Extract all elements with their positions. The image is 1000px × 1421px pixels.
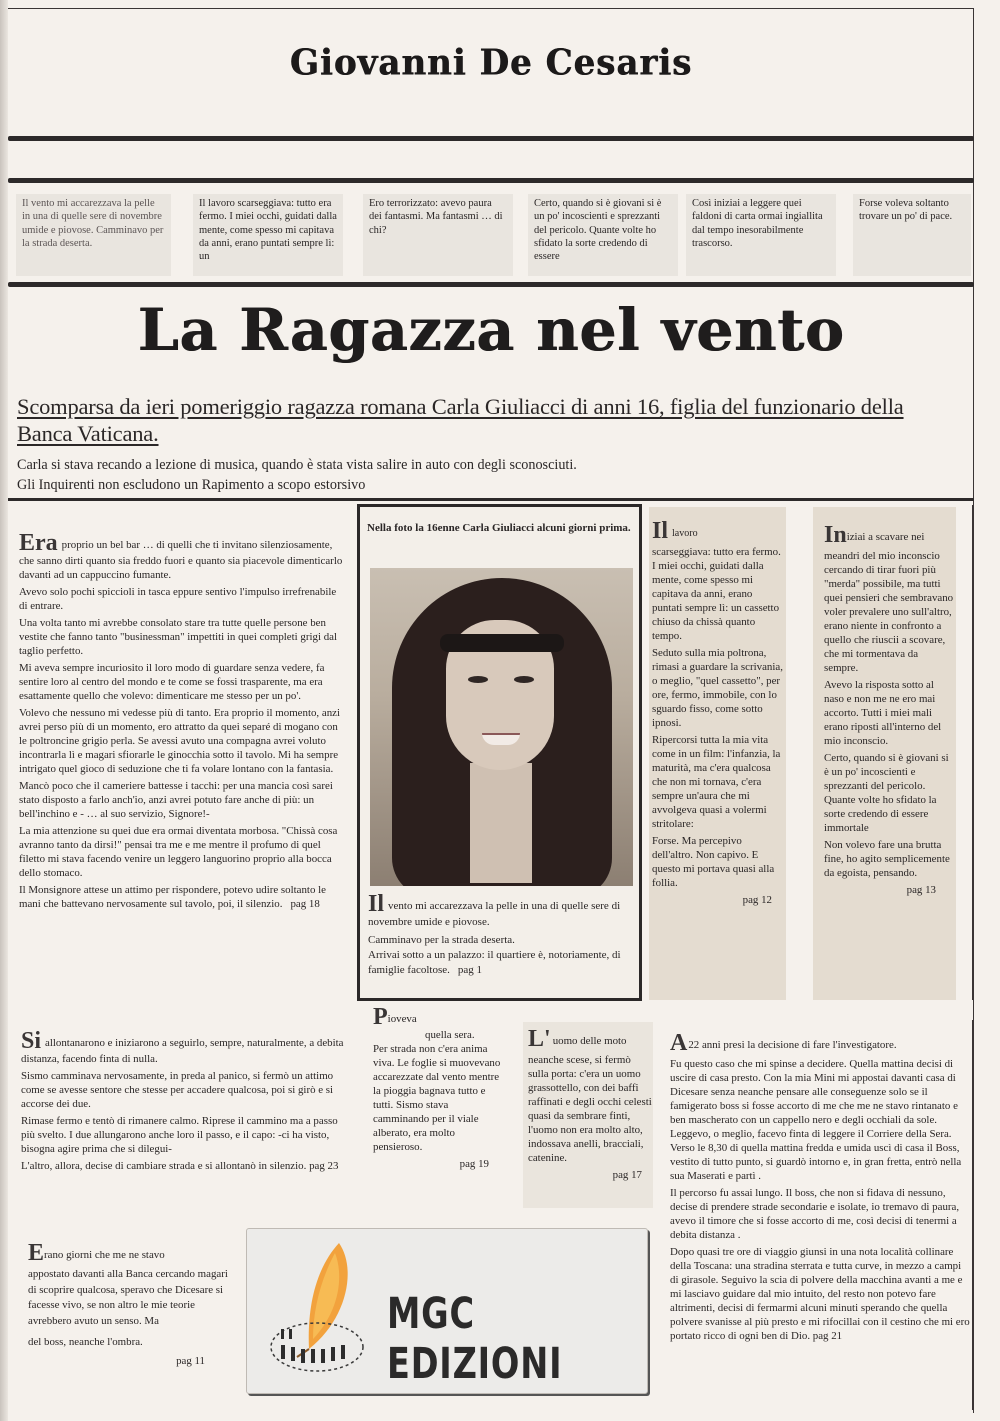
publisher-logo bbox=[246, 1228, 648, 1394]
article-text: vento mi accarezzava la pelle in una di quelle sere di novembre umide e piovose. bbox=[368, 900, 621, 928]
headband bbox=[440, 634, 564, 652]
teaser-row bbox=[8, 190, 974, 280]
article-text: appostato davanti alla Banca cercando magari di scoprire qualcosa, speravo che Dicesare si facesse vivo, se non altro le mie teorie avrebbero avuto un senso. Ma bbox=[28, 1268, 228, 1327]
drop-cap: A bbox=[670, 1030, 688, 1056]
drop-cap: Il bbox=[652, 518, 669, 544]
drop-cap: L' bbox=[528, 1026, 551, 1052]
drop-cap: Era bbox=[19, 530, 58, 556]
divider bbox=[8, 136, 974, 141]
article-text: Fu questo caso che mi spinse a decidere. Quella mattina decisi di uscire di casa presto. Con la mia Mini mi appostai davanti casa di Dicesare senza neanche pensare alle conseguenze solo se il famigerato boss si fosse accorto di me che me ne stavo rintanato e ben mascherato con un cappello nero e degli occhiali da sole. Leggevo, o meglio, facevo finta di leggere il Corriere della Sera. Verso le 8,30 di quella mattina fredda e umida uscì di casa il Boss, vestito di tutto punto, si guardò intorno e, in gran fretta, entrò nella sua Maserati e partì . bbox=[670, 1058, 962, 1182]
scan-edge bbox=[0, 0, 8, 1421]
article-text: Mi aveva sempre incuriosito il loro modo di guardare senza vedere, fa sentire loro al centro del mondo e te come se fossi trasparente, ma era esattamente quello che volevo: dimenticare me stesso per un po'. bbox=[19, 662, 325, 702]
subheadline: Scomparsa da ieri pomeriggio ragazza romana Carla Giuliacci di anni 16, figlia del funzionario della Banca Vaticana. bbox=[17, 394, 904, 446]
article-text: scarseggiava: tutto era fermo. I miei occhi, guidati dalla mente, come spesso mi capitava da anni, erano puntati sempre lì: un cassetto chiuso da chissà quanto tempo. bbox=[652, 546, 781, 642]
teaser: Il vento mi accarezzava la pelle in una di quelle sere di novembre umide e piovose. Camminavo per la strada deserta. bbox=[16, 194, 171, 276]
article-text: del boss, neanche l'ombra. bbox=[28, 1336, 143, 1348]
smile bbox=[482, 733, 520, 745]
drop-cap: P bbox=[373, 1004, 388, 1030]
page-ref: pag 18 bbox=[290, 898, 320, 910]
lead-paragraph bbox=[17, 455, 937, 495]
eye bbox=[468, 676, 488, 683]
masthead bbox=[8, 10, 974, 138]
lead-line: Carla si stava recando a lezione di musica, quando è stata vista salire in auto con degli sconosciuti. bbox=[17, 457, 577, 473]
article-text: iziai a scavare nei bbox=[846, 531, 925, 543]
article-pioveva bbox=[373, 1006, 503, 1174]
article-text: Dopo quasi tre ore di viaggio giunsi in una nota località collinare della Toscana: una stradina sterrata e tutta curve, in mezzo a campi di girasole. Seguivo la scia di polvere della macchina avanti a me e mi lasciavo guidare dal mio intuito, del resto non potevo fare altrimenti, decisi di fermarmi alcuni minuti sperando che quella polvere svanisse al più presto e mi rifocillai con il cestino che mi ero portato ricco di ogni ben di Dio. bbox=[670, 1246, 970, 1342]
article-text: Una volta tanto mi avrebbe consolato stare tra tutte quelle persone ben vestite che fanno tanto "businessman" impettiti in quei completi grigi dal taglio perfetto. bbox=[19, 617, 337, 657]
page-ref: pag 1 bbox=[457, 964, 482, 976]
logo-text: MGC EDIZIONI bbox=[387, 1289, 563, 1389]
article-text: proprio un bel bar … di quelli che ti invitano silenziosamente, che sanno dirti quanto sia freddo fuori e quanto sia piacevole dimenticarlo davanti ad un cappuccino fumante. bbox=[19, 539, 343, 581]
article-text: Avevo la risposta sotto al naso e non me ne ero mai accorto. Tutti i miei mali erano riposti all'interno del mio inconscio. bbox=[824, 679, 942, 747]
article-text: Arrivai sotto a un palazzo: il quartiere è, notoriamente, di famiglie facoltose. bbox=[368, 949, 621, 976]
article-il-lavoro bbox=[652, 520, 784, 910]
article-text: Forse. Ma percepivo dell'altro. Non capivo. E questo mi portava quasi alla follia. bbox=[652, 835, 775, 889]
drop-cap: Il bbox=[368, 891, 385, 917]
page-ref: pag 23 bbox=[309, 1160, 339, 1172]
article-text: neanche scese, si fermò sulla porta: c'era un uomo grassottello, con dei baffi raffinati e degli occhi celesti quasi da sembrare finti, l'uomo non era molto alto, indossava anelli, bracciali, catenine. bbox=[528, 1054, 652, 1164]
article-text: Certo, quando si è giovani si è un po' incoscienti e sprezzanti del pericolo. Quante volte ho sfidato la sorte credendo di essere immortale bbox=[824, 752, 949, 834]
article-text: Non volevo fare una brutta fine, ho agito semplicemente da egoista, pensando. bbox=[824, 839, 950, 879]
portrait-photo bbox=[370, 568, 633, 886]
divider bbox=[8, 498, 974, 501]
article-text: lavoro bbox=[672, 528, 698, 539]
article-text: Camminavo per la strada deserta. bbox=[368, 934, 515, 946]
article-text: Mancò poco che il cameriere battesse i tacchi: per una mancia così sarei stato disposto a farlo anch'io, anzi avrei potuto fare anche di più: un bell'inchino e - … al suo servizio, Signore!- bbox=[19, 780, 333, 820]
article-text: La mia attenzione su quei due era ormai diventata morbosa. "Chissà cosa avranno tanto da dirsi!" pensai tra me e me mentre il profumo di quel filetto mi stava facendo venire un leggero languorino proprio alla bocca dello stomaco. bbox=[19, 825, 338, 879]
teaser: Forse voleva soltanto trovare un po' di pace. bbox=[853, 194, 971, 276]
colosseum-icon bbox=[267, 1307, 367, 1377]
divider bbox=[8, 178, 974, 183]
article-text: Avevo solo pochi spiccioli in tasca eppure sentivo l'impulso irrefrenabile di entrare. bbox=[19, 586, 337, 612]
page-ref: pag 13 bbox=[906, 884, 936, 896]
teaser: Il lavoro scarseggiava: tutto era fermo. I miei occhi, guidati dalla mente, come spesso mi capitava da anni, erano puntati sempre lì: un bbox=[193, 194, 343, 276]
article-text: Ripercorsi tutta la mia vita come in un film: l'infanzia, la maturità, ma c'era qualcosa che non mi tornava, c'era sempre un'aura che mi avvolgeva quasi a volermi stritolare: bbox=[652, 734, 781, 830]
column-rule bbox=[972, 1020, 974, 1410]
drop-cap: Si bbox=[21, 1028, 42, 1054]
neck bbox=[470, 763, 532, 883]
article-text: ioveva bbox=[387, 1013, 417, 1025]
article-text: Rimase fermo e tentò di rimanere calmo. Riprese il cammino ma a passo più svelto. I due allungarono anche loro il passo, e il capo: -ci ha visto, bisogna agire prima che si dilegui- bbox=[21, 1115, 338, 1155]
article-text: allontanarono e iniziarono a seguirlo, sempre, naturalmente, a debita distanza, facendo finta di nulla. bbox=[21, 1037, 344, 1065]
article-si bbox=[21, 1030, 351, 1176]
article-text: rano giorni che me ne stavo bbox=[44, 1249, 165, 1261]
article-iniziai bbox=[824, 524, 954, 900]
page-ref: pag 19 bbox=[459, 1158, 489, 1170]
article-il-vento bbox=[368, 893, 633, 978]
headline: La Ragazza nel vento bbox=[137, 296, 845, 364]
article-text: quella sera. bbox=[425, 1029, 475, 1041]
article-text: Per strada non c'era anima viva. Le foglie si muovevano accarezzate dal vento mentre la pioggia bagnava tutto e tutti. Sismo stava camminando per il viale alberato, era molto pensieroso. bbox=[373, 1043, 501, 1153]
article-text: Sismo camminava nervosamente, in preda al panico, si fermò un attimo come se avesse sentore che stesse per accadere qualcosa, poi si girò e si accorse dei due. bbox=[21, 1070, 334, 1110]
page-ref: pag 11 bbox=[176, 1354, 205, 1367]
article-text: Seduto sulla mia poltrona, rimasi a guardare la scrivania, o meglio, "quel cassetto", per ore, fermo, immobile, con lo sguardo fisso, come sotto ipnosi. bbox=[652, 647, 783, 729]
page-ref: pag 21 bbox=[812, 1330, 843, 1342]
article-era bbox=[19, 532, 345, 914]
page-ref: pag 17 bbox=[612, 1169, 642, 1181]
photo-box bbox=[357, 504, 642, 1001]
drop-cap: E bbox=[28, 1240, 45, 1266]
divider bbox=[8, 282, 974, 287]
teaser: Così iniziai a leggere quei faldoni di carta ormai ingiallita dal tempo inesorabilmente trascorso. bbox=[686, 194, 836, 276]
article-22-anni bbox=[670, 1032, 970, 1346]
article-uomo bbox=[528, 1028, 652, 1185]
drop-cap: In bbox=[824, 522, 847, 548]
eye bbox=[514, 676, 534, 683]
page-ref: pag 12 bbox=[742, 894, 772, 906]
article-text: L'altro, allora, decise di cambiare strada e si allontanò in silenzio. bbox=[21, 1160, 307, 1172]
photo-caption: Nella foto la 16enne Carla Giuliacci alcuni giorni prima. bbox=[367, 522, 631, 534]
article-text: uomo delle moto bbox=[552, 1035, 627, 1047]
article-text: meandri del mio inconscio cercando di tirar fuori più "merda" possibile, ma tutti quei pensieri che sembravano voler prevalere uno sull'altro, erano niente in confronto a quello che riuscii a scovare, che mi tormentava da sempre. bbox=[824, 550, 954, 674]
article-erano bbox=[28, 1242, 233, 1372]
article-text: Il percorso fu assai lungo. Il boss, che non si fidava di nessuno, decise di prendere strade secondarie e isolate, io tremavo di paura, avevo il timore che si fosse accorto di me, così decisi di tenermi a debita distanza . bbox=[670, 1187, 960, 1241]
masthead-title: Giovanni De Cesaris bbox=[289, 42, 693, 84]
article-text: Volevo che nessuno mi vedesse più di tanto. Era proprio il momento, anzi avrei perso più di un momento, ero attratto da quei separé di mogano con le poltroncine grigio perla. Se avessi avuto una compagna avrei voluto incontrarla lì e magari sfiorarle le ginocchia sotto il tavolo. Mi ha sempre intrigato quel gioco di seduzione che ti fa volare lontano con la fantasia. bbox=[19, 707, 341, 775]
lead-line: Gli Inquirenti non escludono un Rapimento a scopo estorsivo bbox=[17, 477, 366, 493]
teaser: Ero terrorizzato: avevo paura dei fantasmi. Ma fantasmi … di chi? bbox=[363, 194, 513, 276]
article-text: 22 anni presi la decisione di fare l'investigatore. bbox=[688, 1039, 897, 1051]
article-text: Il Monsignore attese un attimo per rispondere, potevo udire soltanto le mani che battevano nervosamente sul tavolo, poi, il silenzio. bbox=[19, 884, 326, 910]
teaser: Certo, quando si è giovani si è un po' incoscienti e sprezzanti del pericolo. Quante volte ho sfidato la sorte credendo di essere bbox=[528, 194, 678, 276]
column-rule bbox=[972, 505, 974, 1000]
